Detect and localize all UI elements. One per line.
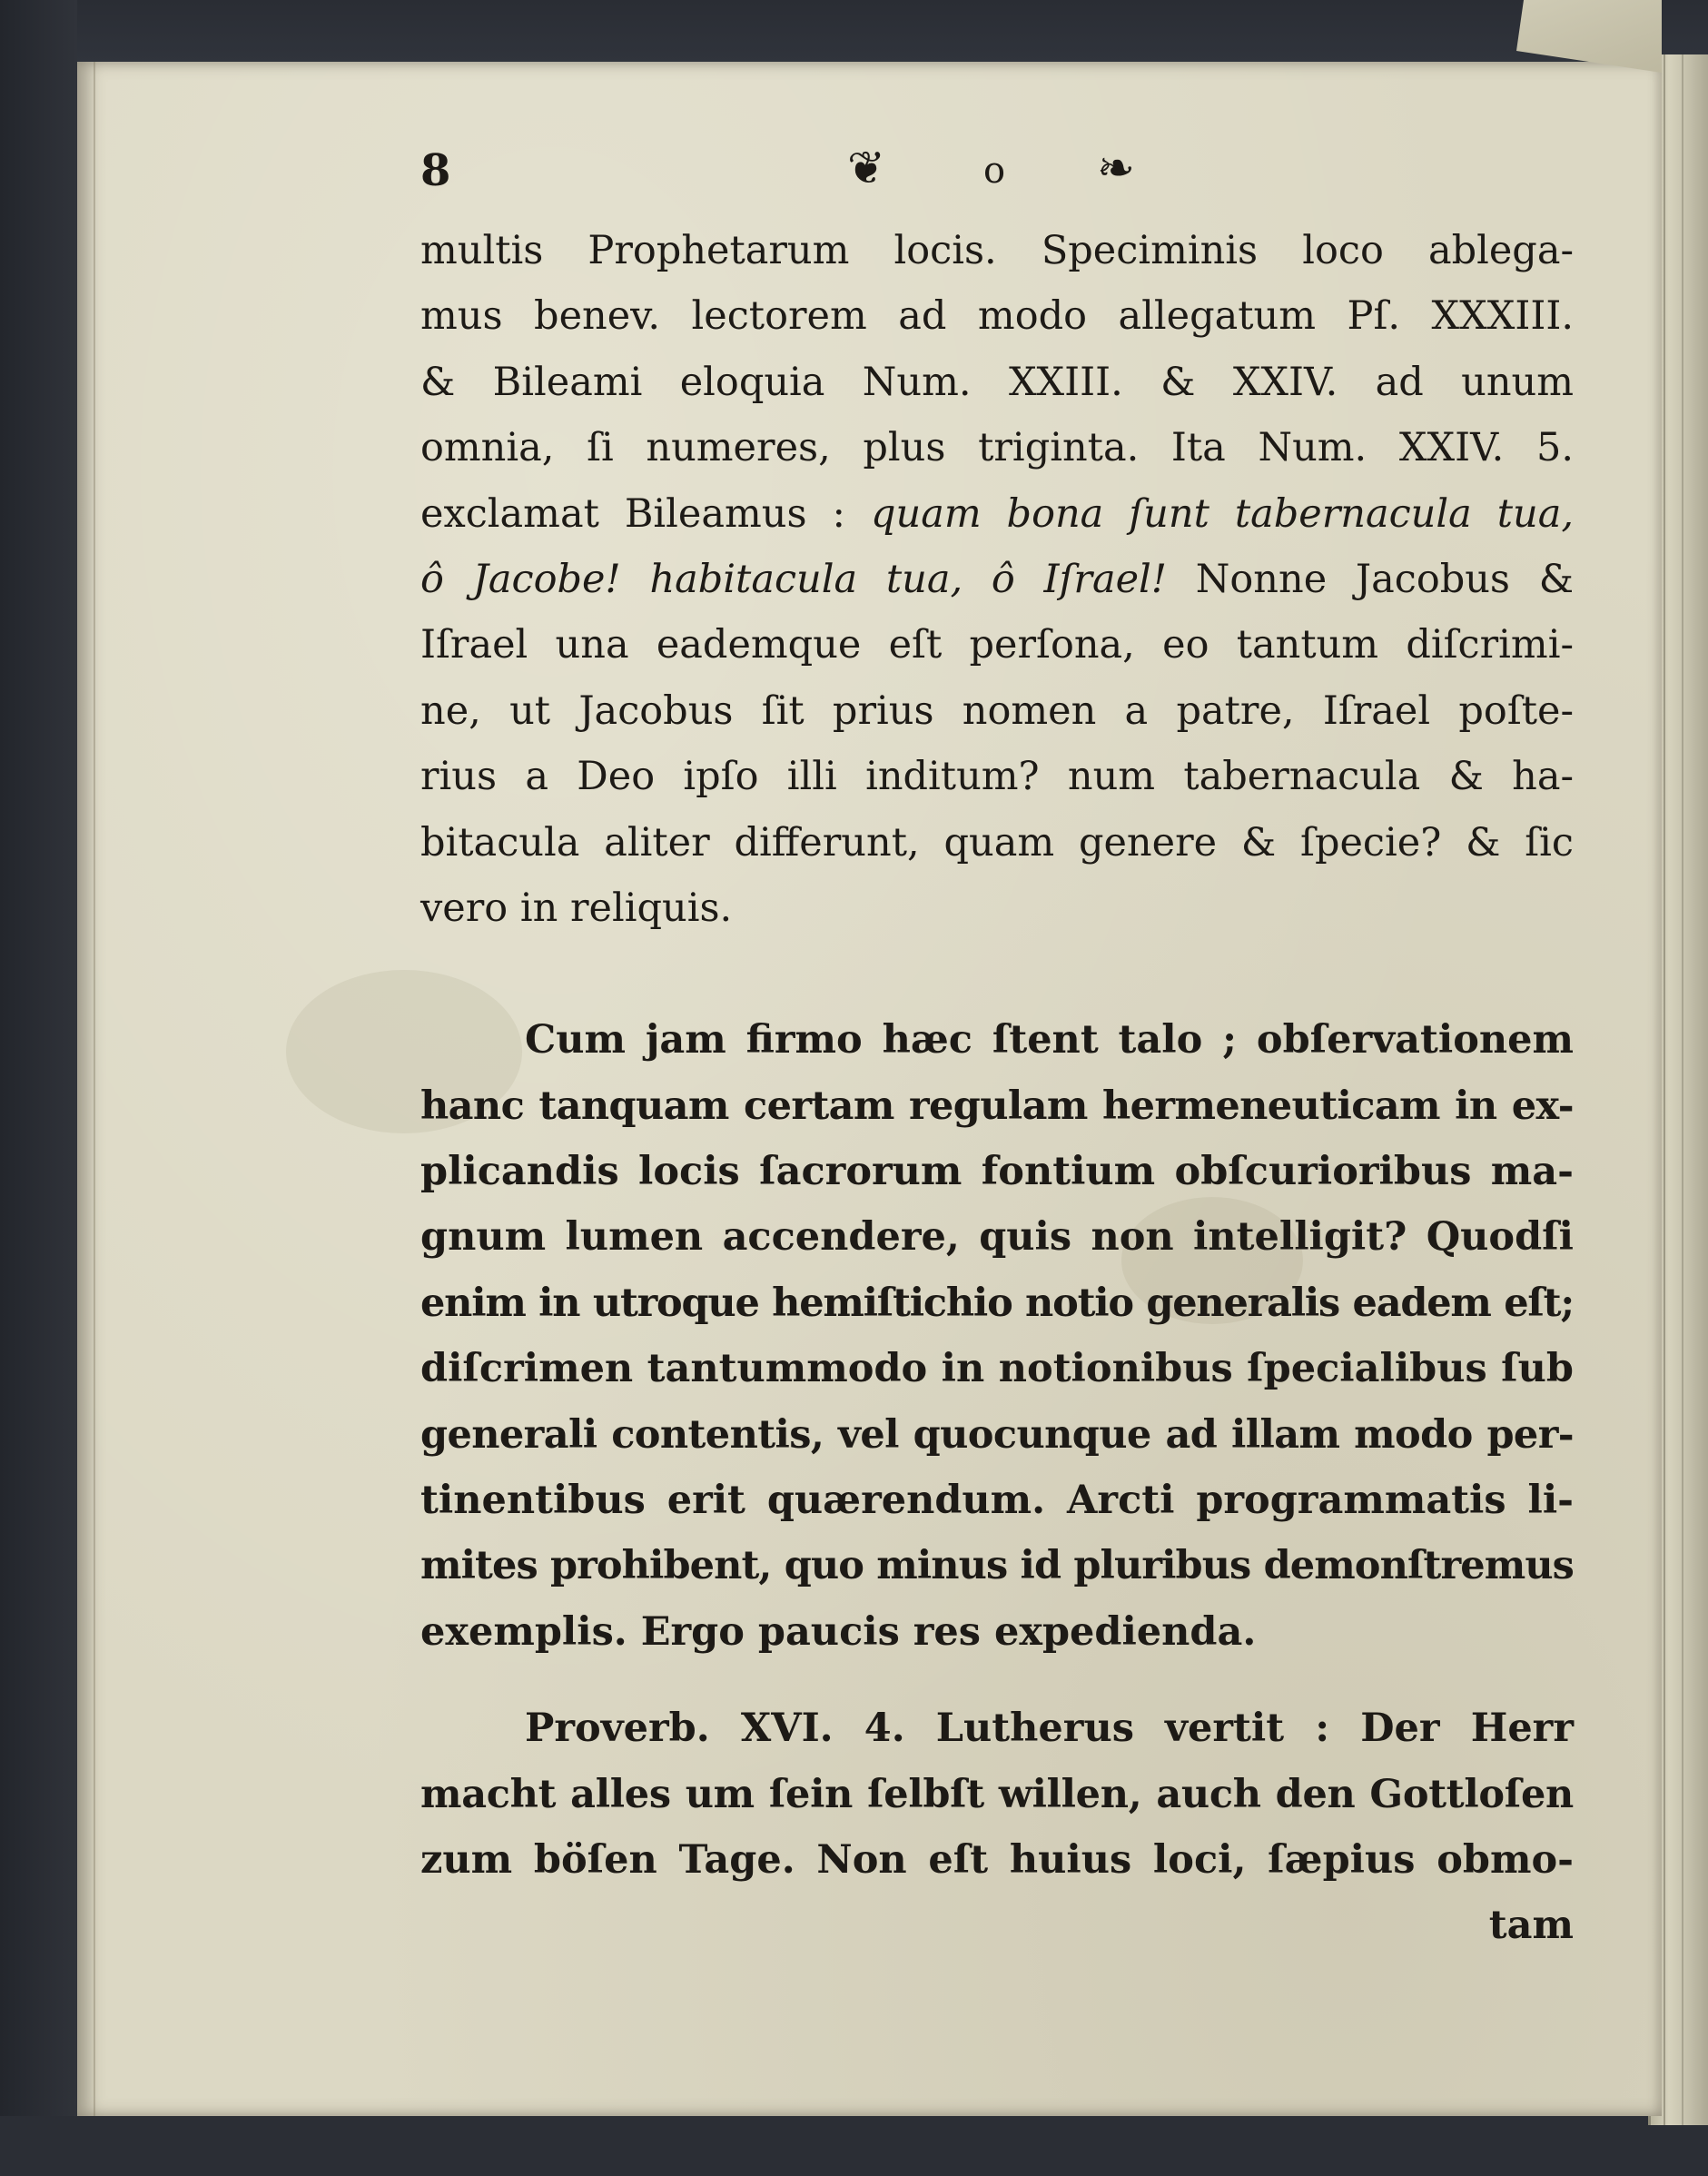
text-line: mus benev. lectorem ad modo allegatum Pſ. XXXIII. xyxy=(420,293,1574,340)
paragraph-spacer xyxy=(420,1665,1574,1696)
text-line: bitacula aliter differunt, quam genere & ſpecie? & ſic xyxy=(420,819,1574,865)
text-line xyxy=(420,547,1574,612)
scan-background-bottom xyxy=(0,2116,1708,2176)
text-line: macht alles um ſein ſelbſt willen, auch den Gottloſen xyxy=(420,1771,1574,1817)
text-line: Iſrael una eademque eſt perſona, eo tantum diſcrimi- xyxy=(420,622,1574,668)
text-line: omnia, ſi numeres, plus triginta. Ita Num. XXIV. 5. xyxy=(420,425,1574,471)
scan-background-top xyxy=(0,0,1708,64)
text-line: exemplis. Ergo paucis res expedienda. xyxy=(420,1608,1257,1655)
text-segment: exclamat Bileamus : xyxy=(420,490,845,537)
paragraph-1 xyxy=(420,218,1574,941)
text-line: vero in reliquis. xyxy=(420,885,733,931)
italic-quote: quam bona ſunt tabernacula tua, xyxy=(870,490,1574,537)
italic-quote: habitacula tua, ô Iſrael! xyxy=(649,556,1168,602)
text-line: & Bileami eloquia Num. XXIII. & XXIV. ad unum xyxy=(420,359,1574,405)
text-line: enim in utroque hemiſtichio notio generalis eadem eſt; xyxy=(420,1280,1574,1326)
text-line: ne, ut Jacobus ſit prius nomen a patre, Iſrael poſte- xyxy=(420,687,1574,734)
text-line: zum böſen Tage. Non eſt huius loci, ſæpius obmo- xyxy=(420,1836,1574,1883)
text-line: mites prohibent, quo minus id pluribus demonſtremus xyxy=(420,1543,1574,1589)
paragraph-3 xyxy=(420,1696,1574,1959)
text-line: rius a Deo ipſo illi inditum? num tabernacula & ha- xyxy=(420,754,1574,800)
text-line: gnum lumen accendere, quis non intelligit? Quodſi xyxy=(420,1214,1574,1261)
gutter-shadow xyxy=(94,62,95,2116)
text-line: Proverb. XVI. 4. Lutherus vertit : Der Herr xyxy=(525,1706,1574,1752)
scan-background-left xyxy=(0,0,77,2176)
catchword: tam xyxy=(1488,1903,1574,1949)
fleuron-right-icon: ❧ xyxy=(1097,142,1135,194)
body-text xyxy=(420,218,1574,1959)
text-line: multis Prophetarum locis. Speciminis loco ablega- xyxy=(420,228,1574,273)
header-center-mark: o xyxy=(983,150,1006,192)
text-line xyxy=(420,481,1574,547)
paragraph-spacer xyxy=(420,941,1574,1007)
text-line: diſcrimen tantummodo in notionibus ſpecialibus ſub xyxy=(420,1346,1574,1392)
text-line: hanc tanquam certam regulam hermeneuticam in ex- xyxy=(420,1083,1574,1129)
fleuron-left-icon: ❦ xyxy=(847,142,885,194)
running-header xyxy=(420,142,1601,218)
text-line: plicandis locis ſacrorum fontium obſcurioribus ma- xyxy=(420,1149,1574,1195)
paragraph-2 xyxy=(420,1007,1574,1665)
italic-quote: ô Jacobe! xyxy=(420,556,621,602)
text-segment: Nonne Jacobus & xyxy=(1195,556,1575,602)
text-line: generali contentis, vel quocunque ad illam modo per- xyxy=(420,1411,1574,1458)
text-line: tinentibus erit quærendum. Arcti programmatis li- xyxy=(420,1478,1574,1524)
text-line: Cum jam firmo hæc ſtent talo ; obſervationem xyxy=(525,1017,1574,1063)
page-number: 8 xyxy=(420,145,451,196)
